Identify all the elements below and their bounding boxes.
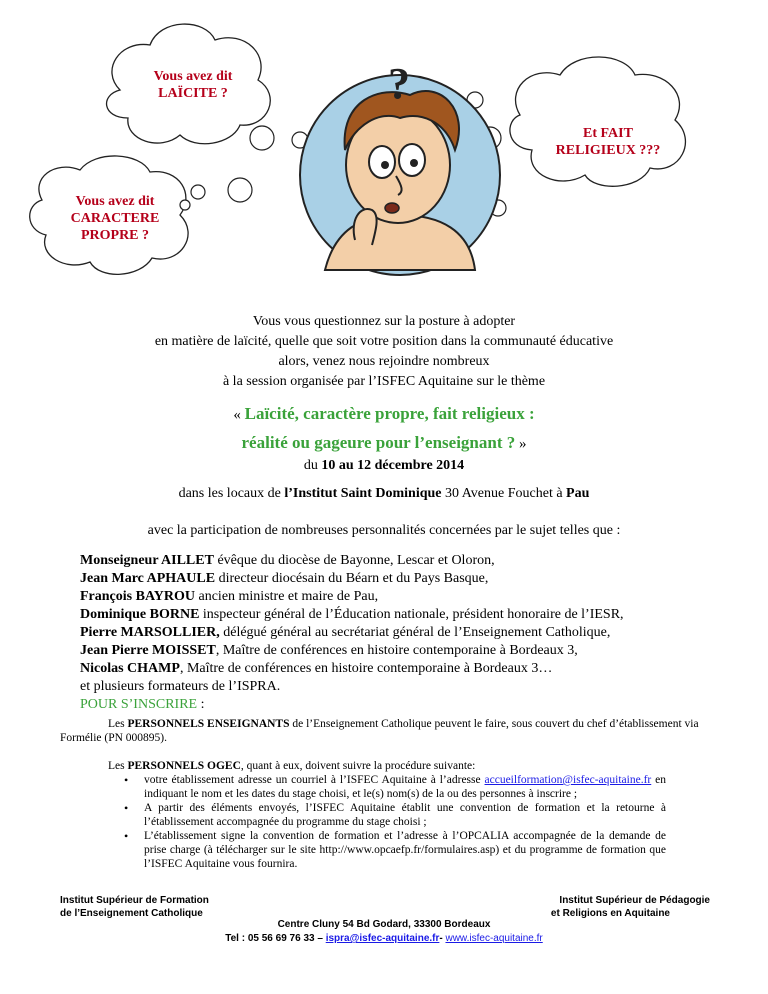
- speaker-item: [80, 552, 720, 570]
- intro-line: alors, venez nous rejoindre nombreux: [278, 354, 490, 369]
- location-institute: l’Institut Saint Dominique: [284, 486, 442, 501]
- step-item: [110, 801, 666, 829]
- footer-right-line: et Religions en Aquitaine: [550, 908, 670, 919]
- theme-title-line1: Laïcité, caractère propre, fait religieux :: [244, 404, 535, 423]
- intro-line: en matière de laïcité, quelle que soit votre position dans la communauté éducative: [154, 334, 614, 349]
- intro-block: [0, 312, 768, 392]
- question-mark-icon: ?: [388, 59, 410, 108]
- speaker-name: Monseigneur AILLET: [80, 553, 214, 568]
- speaker-item: [80, 570, 720, 588]
- quote-close: »: [518, 436, 527, 452]
- enseignants-text: de l’Enseignement Catholique peuvent le faire, sous couvert du chef d’établissement via Formélie (PN 000895).: [60, 718, 699, 744]
- cloud-text-caractere: Vous avez dit CARACTERE PROPRE ?: [70, 194, 160, 243]
- speaker-item: [80, 606, 720, 624]
- speaker-name: Dominique BORNE: [80, 607, 200, 622]
- footer-contact: [0, 932, 768, 945]
- footer-address: Centre Cluny 54 Bd Godard, 33300 Bordeaux: [277, 919, 491, 930]
- intro-line: Vous vous questionnez sur la posture à adopter: [252, 314, 516, 329]
- enseignants-paragraph: [60, 717, 710, 745]
- speaker-item: [80, 624, 720, 642]
- thought-dot: [228, 178, 252, 202]
- speaker-role: directeur diocésain du Béarn et du Pays Basque,: [215, 571, 489, 586]
- speaker-item: [80, 678, 720, 696]
- dates-range: 10 au 12 décembre 2014: [321, 458, 465, 473]
- speaker-name: Jean Marc APHAULE: [80, 571, 216, 586]
- speaker-role: inspecteur général de l’Éducation nationale, président honoraire de l’IESR,: [199, 607, 624, 622]
- quote-open: «: [233, 407, 241, 423]
- email-link[interactable]: accueilformation@isfec-aquitaine.fr: [484, 774, 652, 786]
- enseignants-bold: PERSONNELS ENSEIGNANTS: [127, 718, 290, 730]
- step-item: [110, 773, 666, 801]
- location-line: [0, 486, 768, 502]
- speaker-name: François BAYROU: [80, 589, 195, 604]
- location-city: Pau: [566, 486, 590, 501]
- enseignants-prefix: Les: [108, 718, 128, 730]
- speaker-item: [80, 588, 720, 606]
- speaker-name: Jean Pierre MOISSET: [80, 643, 216, 658]
- footer-left: [60, 894, 209, 920]
- footer-sep: -: [439, 933, 446, 944]
- inscription-heading-suffix: :: [197, 697, 205, 712]
- ogec-paragraph: [108, 759, 668, 773]
- speaker-item: [80, 660, 720, 678]
- theme-block: [0, 400, 768, 458]
- ogec-text: , quant à eux, doivent suivre la procédure suivante:: [240, 760, 476, 772]
- thought-dot: [180, 200, 190, 210]
- step-text: L’établissement signe la convention de formation et l’adresse à l’OPCALIA accompagnée de la demande de prise charge (à télécharger sur le site http://www.opcaefp.fr/formulaires.asp) et du programme de formation que l’ISFEC Aquitaine vous fournira.: [144, 830, 666, 870]
- thought-cloud-fait-religieux: [510, 57, 686, 186]
- speaker-role: délégué général au secrétariat général de l’Enseignement Catholique,: [219, 625, 611, 640]
- thought-dot: [250, 126, 274, 150]
- footer-right: [510, 894, 710, 920]
- cloud-text-fait-religieux: Et FAIT RELIGIEUX ???: [555, 126, 661, 158]
- speaker-name: Nicolas CHAMP: [80, 661, 180, 676]
- location-address: 30 Avenue Fouchet à: [441, 486, 567, 501]
- step-text: en indiquant le nom et les dates du stage choisi, et le(s) nom(s) de la ou des personnes à inscrire ;: [144, 774, 666, 800]
- dates-prefix: du: [303, 458, 322, 473]
- speaker-role: et plusieurs formateurs de l’ISPRA.: [80, 679, 281, 694]
- step-text: votre établissement adresse un courriel à l’ISFEC Aquitaine à l’adresse: [144, 774, 485, 786]
- inscription-heading: [80, 697, 204, 713]
- speaker-role: ancien ministre et maire de Pau,: [195, 589, 379, 604]
- footer-right-line: Institut Supérieur de Pédagogie: [559, 895, 710, 906]
- speaker-role: , Maître de conférences en histoire contemporaine à Bordeaux 3,: [215, 643, 578, 658]
- dates-line: [0, 458, 768, 474]
- step-item: [110, 829, 666, 871]
- footer-email-link[interactable]: ispra@isfec-aquitaine.fr: [325, 933, 440, 944]
- ogec-steps: [110, 773, 666, 871]
- ogec-prefix: Les: [108, 760, 128, 772]
- theme-title-line2: réalité ou gageure pour l’enseignant ?: [241, 433, 516, 452]
- cloud-text-laicite: Vous avez dit LAÏCITE ?: [153, 69, 233, 101]
- intro-line: à la session organisée par l’ISFEC Aquitaine sur le thème: [222, 374, 546, 389]
- footer-web-link[interactable]: www.isfec-aquitaine.fr: [445, 933, 543, 944]
- participation-line: avec la participation de nombreuses personnalités concernées par le sujet telles que :: [147, 523, 621, 538]
- speaker-item: [80, 642, 720, 660]
- speaker-role: évêque du diocèse de Bayonne, Lescar et Oloron,: [213, 553, 495, 568]
- footer-left-line: de l’Enseignement Catholique: [60, 908, 203, 919]
- speakers-list: [80, 552, 720, 696]
- footer-tel: Tel : 05 56 69 76 33 –: [225, 933, 326, 944]
- inscription-heading-text: POUR S’INSCRIRE: [80, 697, 198, 712]
- thought-dot: [191, 185, 205, 199]
- speaker-role: , Maître de conférences en histoire contemporaine à Bordeaux 3…: [179, 661, 553, 676]
- ogec-bold: PERSONNELS OGEC: [127, 760, 241, 772]
- footer-left-line: Institut Supérieur de Formation: [60, 895, 209, 906]
- speaker-name: Pierre MARSOLLIER,: [80, 625, 220, 640]
- step-text: A partir des éléments envoyés, l’ISFEC Aquitaine établit une convention de formation et la retourne à l’établissement accompagnée du programme du stage choisi ;: [144, 802, 666, 828]
- location-prefix: dans les locaux de: [178, 486, 285, 501]
